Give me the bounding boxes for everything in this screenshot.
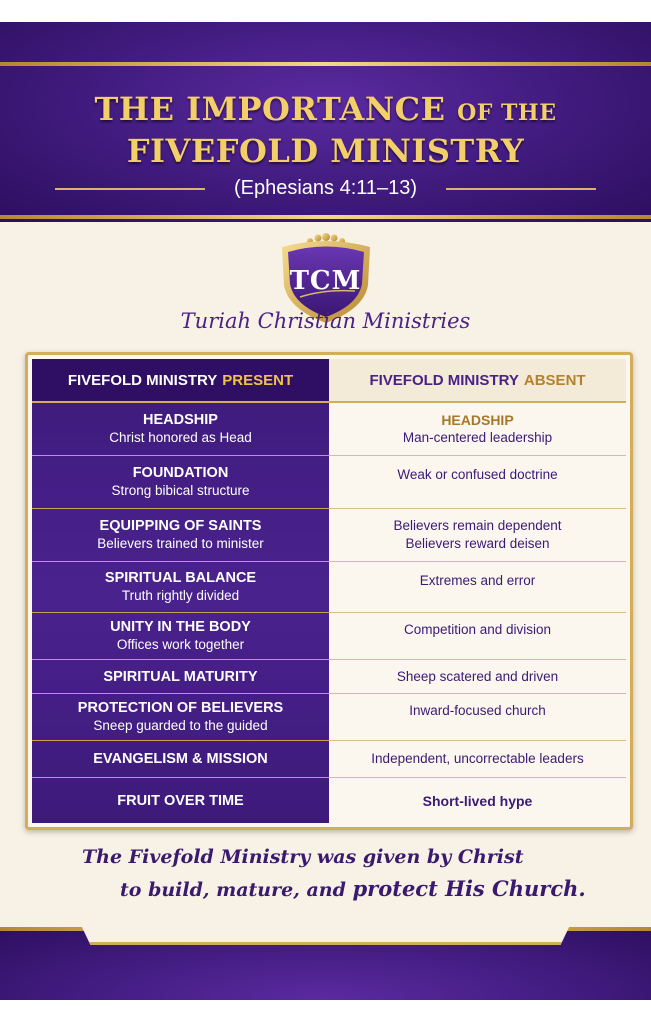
present-cell [32,562,329,613]
present-subtitle: Christ honored as Head [109,430,252,445]
present-cell [32,778,329,823]
header-band [0,22,651,222]
absent-subtitle: Sheep scatered and driven [396,668,559,684]
present-subtitle: Strong bibical structure [111,483,250,498]
quote-line-2-bold: protect His Church. [352,876,586,901]
quote-line-2 [120,876,586,901]
present-title: PROTECTION OF BELIEVERS [77,700,284,716]
present-title: FOUNDATION [132,465,229,481]
title-line-1 [0,90,651,128]
absent-title: Short-lived hype [422,792,533,809]
present-header [32,359,329,403]
present-cell [32,456,329,509]
present-header-main: FIVEFOLD MINISTRY [67,371,218,389]
title-main: THE IMPORTANCE [94,90,446,128]
present-cell [32,660,329,694]
present-header-accent: PRESENT [222,371,294,389]
header-gold-line-top [0,62,651,66]
present-cell [32,741,329,778]
present-title: HEADSHIP [143,412,218,428]
header-gold-line-bottom [0,215,651,219]
logo-initials: TCM [289,266,362,296]
present-title: FRUIT OVER TIME [117,792,244,809]
comparison-table [25,352,633,830]
absent-subtitle: Weak or confused doctrine [397,467,558,482]
present-cell [32,613,329,660]
present-title: SPIRITUAL MATURITY [103,668,258,685]
absent-header-main: FIVEFOLD MINISTRY [369,371,519,389]
logo [0,227,651,337]
quote-line-1: The Fivefold Ministry was given by Christ [82,846,524,868]
absent-title: HEADSHIP [441,412,514,428]
absent-cell [329,562,626,613]
absent-subtitle: Extremes and error [419,573,536,588]
present-subtitle: Believers trained to minister [97,536,264,551]
absent-subtitle: Inward-focused church [409,703,546,718]
absent-header [329,359,626,403]
title-line-2: FIVEFOLD MINISTRY [126,132,525,170]
absent-subtitle-2: Believers reward deisen [405,536,550,551]
present-title: UNITY IN THE BODY [110,619,251,635]
column-absent [329,359,626,823]
footer-cream-tab [70,902,581,945]
absent-cell [329,660,626,694]
poster [0,22,651,1000]
present-cell [32,509,329,562]
absent-subtitle: Believers remain dependent [393,518,562,533]
scripture-row [0,174,651,204]
column-present [32,359,329,823]
absent-header-accent: ABSENT [523,371,586,389]
absent-cell [329,509,626,562]
absent-cell [329,403,626,456]
absent-cell [329,613,626,660]
quote-line-2-main: to build, mature, and [120,879,346,901]
present-title: EQUIPPING OF SAINTS [99,518,262,534]
absent-cell [329,741,626,778]
present-cell [32,403,329,456]
title-small: OF THE [457,100,557,126]
present-title: SPIRITUAL BALANCE [104,570,257,586]
absent-subtitle: Competition and division [403,622,552,637]
absent-subtitle: Man-centered leadership [402,430,553,445]
logo-name: Turiah Christian Ministries [180,309,471,333]
present-subtitle: Offices work together [116,637,245,652]
present-title: EVANGELISM & MISSION [93,751,268,767]
present-cell [32,694,329,741]
scripture-reference: (Ephesians 4:11–13) [233,177,418,199]
present-subtitle: Truth rightly divided [121,588,240,603]
absent-cell [329,778,626,823]
absent-subtitle: Independent, uncorrectable leaders [371,751,584,766]
absent-cell [329,456,626,509]
present-subtitle: Sneep guarded to the guided [93,718,268,733]
absent-cell [329,694,626,741]
